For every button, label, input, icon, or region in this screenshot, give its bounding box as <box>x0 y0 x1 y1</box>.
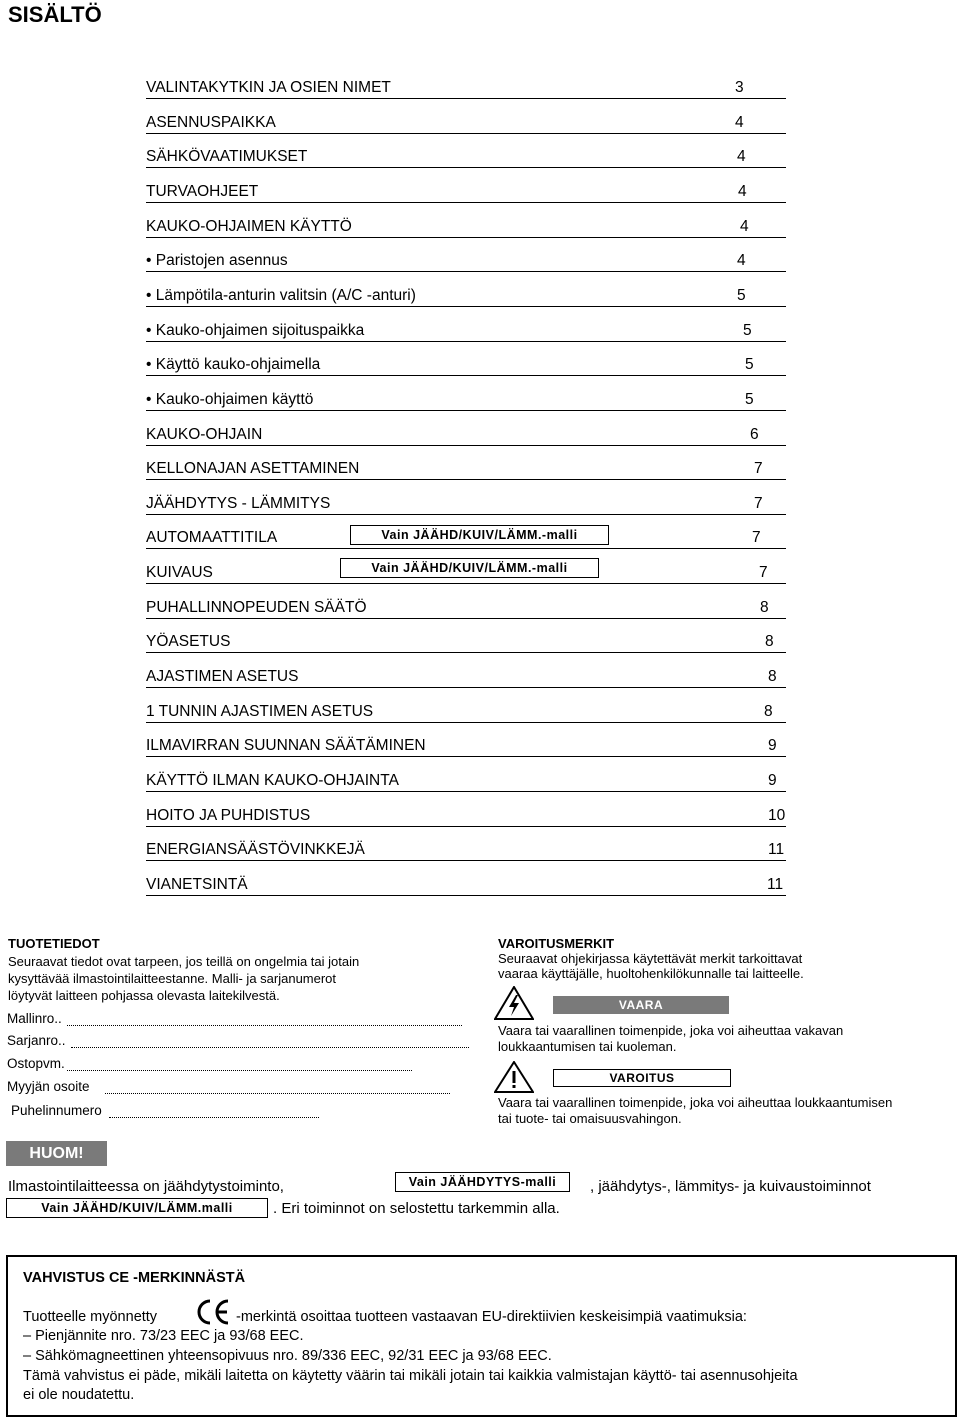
toc-entry-page: 5 <box>745 390 754 408</box>
toc-entry-label: KÄYTTÖ ILMAN KAUKO-OHJAINTA <box>146 772 399 789</box>
toc-entry-label: VIANETSINTÄ <box>146 875 248 893</box>
toc-entry-page: 11 <box>768 841 785 859</box>
danger-label: VAARA <box>553 996 729 1014</box>
toc-entry-page: 9 <box>768 737 777 755</box>
toc-entry-page: 8 <box>765 633 774 651</box>
danger-text: loukkaantumisen tai kuoleman. <box>498 1039 677 1054</box>
toc-entry-page: 9 <box>768 772 777 789</box>
toc-entry-page: 4 <box>735 113 744 131</box>
toc-entry-page: 3 <box>735 79 744 96</box>
toc-entry <box>146 666 777 688</box>
toc-divider <box>146 167 786 168</box>
high-voltage-icon <box>494 986 534 1020</box>
note-label: HUOM! <box>6 1141 107 1166</box>
toc-divider <box>146 306 786 307</box>
warnings-line: Seuraavat ohjekirjassa käytettävät merkit tarkoittavat <box>498 951 803 966</box>
toc-entry <box>146 805 786 827</box>
toc-divider <box>146 826 786 827</box>
toc-entry <box>146 112 744 134</box>
model-restriction-badge: Vain JÄÄHD/KUIV/LÄMM.-malli <box>350 525 609 545</box>
toc-entry-page: 8 <box>768 668 777 686</box>
toc-entry-label: KELLONAJAN ASETTAMINEN <box>146 460 360 478</box>
toc-divider <box>146 652 786 653</box>
field-label: Ostopvm. <box>7 1056 65 1071</box>
product-info-line: löytyvät laitteen pohjassa olevasta laitekilvestä. <box>8 988 280 1003</box>
note-text: Ilmastointilaitteessa on jäähdytystoiminto, <box>8 1178 284 1195</box>
toc-divider <box>146 410 786 411</box>
toc-entry <box>146 320 752 342</box>
ce-mark-icon <box>194 1298 232 1326</box>
toc-entry-page: 10 <box>768 806 786 824</box>
toc-divider <box>146 895 786 896</box>
phone-field <box>11 1103 102 1118</box>
danger-text: Vaara tai vaarallinen toimenpide, joka voi aiheuttaa vakavan <box>498 1023 844 1038</box>
fill-line <box>67 1070 412 1071</box>
fill-line <box>109 1117 319 1118</box>
toc-entry-label: AJASTIMEN ASETUS <box>146 668 299 686</box>
toc-entry-label: HOITO JA PUHDISTUS <box>146 806 311 824</box>
toc-entry <box>146 424 759 446</box>
toc-entry-label: JÄÄHDYTYS - LÄMMITYS <box>146 494 331 512</box>
toc-entry-page: 8 <box>764 702 773 720</box>
toc-divider <box>146 479 786 480</box>
toc-divider <box>146 341 786 342</box>
toc-entry-page: 6 <box>750 425 759 443</box>
toc-entry-label: • Paristojen asennus <box>146 252 288 270</box>
toc-entry <box>146 216 749 238</box>
toc-entry-page: 11 <box>767 875 784 893</box>
toc-divider <box>146 618 786 619</box>
ce-heading: VAHVISTUS CE -MERKINNÄSTÄ <box>23 1270 246 1286</box>
toc-divider <box>146 375 786 376</box>
toc-divider <box>146 722 786 723</box>
toc-entry <box>146 770 777 792</box>
field-label: Sarjanro.. <box>7 1033 66 1048</box>
toc-entry <box>146 285 746 307</box>
toc-entry-label: ASENNUSPAIKKA <box>146 113 276 131</box>
field-label: Mallinro.. <box>7 1011 62 1026</box>
toc-divider <box>146 548 786 549</box>
warnings-heading: VAROITUSMERKIT <box>498 936 615 951</box>
toc-entry-label: • Lämpötila-anturin valitsin (A/C -anturi) <box>146 286 416 304</box>
ce-footer: ei ole noudatettu. <box>23 1387 135 1403</box>
seller-address-field <box>7 1079 90 1094</box>
toc-divider <box>146 860 786 861</box>
toc-divider <box>146 133 786 134</box>
toc-entry-page: 4 <box>737 252 746 270</box>
toc-entry-page: 8 <box>760 598 769 616</box>
toc-entry-page: 4 <box>737 148 746 166</box>
toc-entry <box>146 597 769 619</box>
toc-divider <box>146 791 786 792</box>
toc-entry <box>146 701 773 723</box>
cool-dry-heat-badge: Vain JÄÄHD/KUIV/LÄMM.malli <box>6 1198 268 1218</box>
toc-entry-label: KAUKO-OHJAIN <box>146 425 263 443</box>
ce-text: -merkintä osoittaa tuotteen vastaavan EU-direktiivien keskeisimpiä vaatimuksia: <box>236 1309 747 1325</box>
model-restriction-badge: Vain JÄÄHD/KUIV/LÄMM.-malli <box>340 558 599 578</box>
page-title: SISÄLTÖ <box>8 2 102 27</box>
ce-bullet: – Sähkömagneettinen yhteensopivuus nro. 89/336 EEC, 92/31 EEC ja 93/68 EEC. <box>23 1348 552 1364</box>
cooling-only-badge: Vain JÄÄHDYTYS-malli <box>395 1172 570 1192</box>
toc-divider <box>146 583 786 584</box>
toc-entry <box>146 458 763 480</box>
toc-entry-page: 5 <box>745 356 754 374</box>
toc-entry-label: KAUKO-OHJAIMEN KÄYTTÖ <box>146 217 352 235</box>
toc-entry-page: 7 <box>754 494 763 512</box>
toc-entry <box>146 839 785 861</box>
toc-entry-page: 7 <box>759 564 768 582</box>
caution-text: Vaara tai vaarallinen toimenpide, joka voi aiheuttaa loukkaantumisen <box>498 1095 893 1110</box>
toc-entry-label: YÖASETUS <box>146 633 231 651</box>
warnings-line: vaaraa käyttäjälle, huoltohenkilökunnalle tai laitteelle. <box>498 966 804 981</box>
toc-entry <box>146 77 744 99</box>
note-text: , jäähdytys-, lämmitys- ja kuivaustoiminnot <box>590 1178 871 1195</box>
note-text: . Eri toiminnot on selostettu tarkemmin alla. <box>273 1200 560 1217</box>
toc-divider <box>146 687 786 688</box>
ce-footer: Tämä vahvistus ei päde, mikäli laitetta on käytetty väärin tai mikäli jotain tai kaikkia valmistajan käyttö- tai asennusohjeita <box>23 1368 798 1384</box>
toc-entry-page: 5 <box>737 286 746 304</box>
serial-number-field <box>7 1033 66 1048</box>
toc-divider <box>146 271 786 272</box>
product-info-line: kysyttävää ilmastointilaitteestanne. Malli- ja sarjanumerot <box>8 971 337 986</box>
toc-entry-label: TURVAOHJEET <box>146 182 259 200</box>
toc-entry-label: • Kauko-ohjaimen sijoituspaikka <box>146 321 365 339</box>
field-label: Myyjän osoite <box>7 1079 90 1094</box>
fill-line <box>71 1047 469 1048</box>
toc-entry-label: ILMAVIRRAN SUUNNAN SÄÄTÄMINEN <box>146 737 426 755</box>
toc-entry-page: 7 <box>752 529 761 547</box>
toc-entry <box>146 389 754 411</box>
toc-divider <box>146 98 786 99</box>
toc-entry-label: VALINTAKYTKIN JA OSIEN NIMET <box>146 79 391 96</box>
toc-entry-label: AUTOMAATTITILA <box>146 529 278 547</box>
toc-entry-page: 4 <box>740 217 749 235</box>
product-info-heading: TUOTETIEDOT <box>8 936 100 951</box>
toc-entry-label: ENERGIANSÄÄSTÖVINKKEJÄ <box>146 841 365 859</box>
fill-line <box>105 1093 450 1094</box>
toc-entry <box>146 354 754 376</box>
toc-entry-label: • Kauko-ohjaimen käyttö <box>146 390 314 408</box>
model-number-field <box>7 1011 62 1026</box>
toc-entry <box>146 735 777 757</box>
toc-entry-page: 5 <box>743 321 752 339</box>
warning-icon <box>494 1061 534 1093</box>
caution-text: tai tuote- tai omaisuusvahingon. <box>498 1111 682 1126</box>
toc-entry-label: KUIVAUS <box>146 564 213 582</box>
ce-text: Tuotteelle myönnetty <box>23 1309 158 1325</box>
toc-entry-label: • Käyttö kauko-ohjaimella <box>146 356 321 374</box>
toc-entry-page: 7 <box>754 460 763 478</box>
toc-divider <box>146 202 786 203</box>
toc-divider <box>146 237 786 238</box>
toc-entry-page: 4 <box>738 182 747 200</box>
purchase-date-field <box>7 1056 65 1071</box>
toc-entry-label: 1 TUNNIN AJASTIMEN ASETUS <box>146 702 374 720</box>
toc-entry-label: PUHALLINNOPEUDEN SÄÄTÖ <box>146 598 367 616</box>
toc-entry <box>146 631 774 653</box>
toc-entry <box>146 493 763 515</box>
toc-divider <box>146 445 786 446</box>
caution-label: VAROITUS <box>553 1069 731 1087</box>
ce-bullet: – Pienjännite nro. 73/23 EEC ja 93/68 EEC. <box>23 1328 304 1344</box>
toc-divider <box>146 514 786 515</box>
fill-line <box>67 1025 462 1026</box>
toc-entry-label: SÄHKÖVAATIMUKSET <box>146 148 308 166</box>
toc-entry <box>146 181 747 203</box>
product-info-line: Seuraavat tiedot ovat tarpeen, jos teillä on ongelmia tai jotain <box>8 954 360 969</box>
toc-divider <box>146 756 786 757</box>
toc-entry <box>146 250 746 272</box>
field-label: Puhelinnumero <box>11 1103 102 1118</box>
toc-entry <box>146 146 746 168</box>
toc-entry <box>146 874 784 896</box>
